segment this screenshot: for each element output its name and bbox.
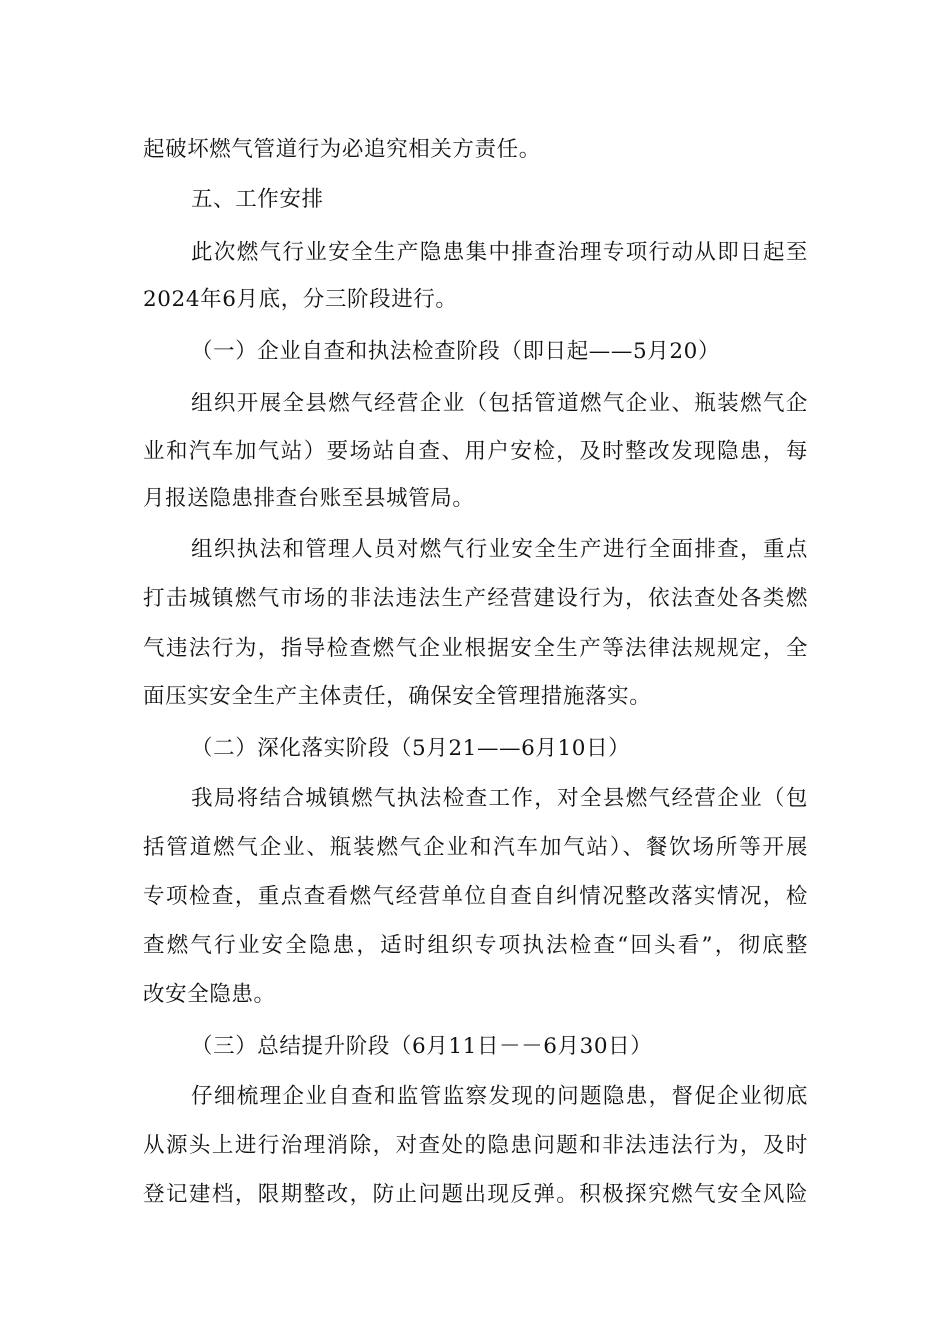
paragraph-line: 登记建档，限期整改，防止问题出现反弹。积极探究燃气安全风险 — [143, 1182, 808, 1207]
paragraph-line: 气违法行为，指导检查燃气企业根据安全生产等法律法规规定，全 — [143, 636, 808, 661]
subsection-heading: （三）总结提升阶段（6月11日－－6月30日） — [191, 1034, 653, 1059]
paragraph-line: 从源头上进行治理消除，对查处的隐患问题和非法违法行为，及时 — [143, 1133, 808, 1158]
paragraph-line: 面压实安全生产主体责任，确保安全管理措施落实。 — [143, 684, 652, 709]
section-heading: 五、工作安排 — [191, 187, 324, 212]
paragraph-line: 专项检查，重点查看燃气经营单位自查自纠情况整改落实情况，检 — [143, 884, 808, 909]
paragraph-line: 查燃气行业安全隐患，适时组织专项执法检查“回头看”，彻底整 — [143, 933, 808, 958]
paragraph-line: 起破坏燃气管道行为必追究相关方责任。 — [143, 137, 541, 162]
paragraph-line: 组织执法和管理人员对燃气行业安全生产进行全面排查，重点 — [191, 537, 808, 562]
subsection-heading: （二）深化落实阶段（5月21——6月10日） — [191, 736, 631, 761]
paragraph-line: 仔细梳理企业自查和监管监察发现的问题隐患，督促企业彻底 — [191, 1084, 808, 1109]
paragraph-line: 业和汽车加气站）要场站自查、用户安检，及时整改发现隐患，每 — [143, 439, 808, 464]
paragraph-line: 月报送隐患排查台账至县城管局。 — [143, 486, 475, 511]
paragraph-line: 括管道燃气企业、瓶装燃气企业和汽车加气站）、餐饮场所等开展 — [143, 835, 808, 860]
paragraph-line: 2024年6月底，分三阶段进行。 — [143, 287, 458, 312]
paragraph-line: 组织开展全县燃气经营企业（包括管道燃气企业、瓶装燃气企 — [191, 391, 808, 416]
subsection-heading: （一）企业自查和执法检查阶段（即日起——5月20） — [191, 339, 721, 364]
paragraph-line: 改安全隐患。 — [143, 982, 276, 1007]
paragraph-line: 打击城镇燃气市场的非法违法生产经营建设行为，依法查处各类燃 — [143, 586, 808, 611]
paragraph-line: 我局将结合城镇燃气执法检查工作，对全县燃气经营企业（包 — [191, 786, 808, 811]
paragraph-line: 此次燃气行业安全生产隐患集中排查治理专项行动从即日起至 — [191, 240, 808, 265]
